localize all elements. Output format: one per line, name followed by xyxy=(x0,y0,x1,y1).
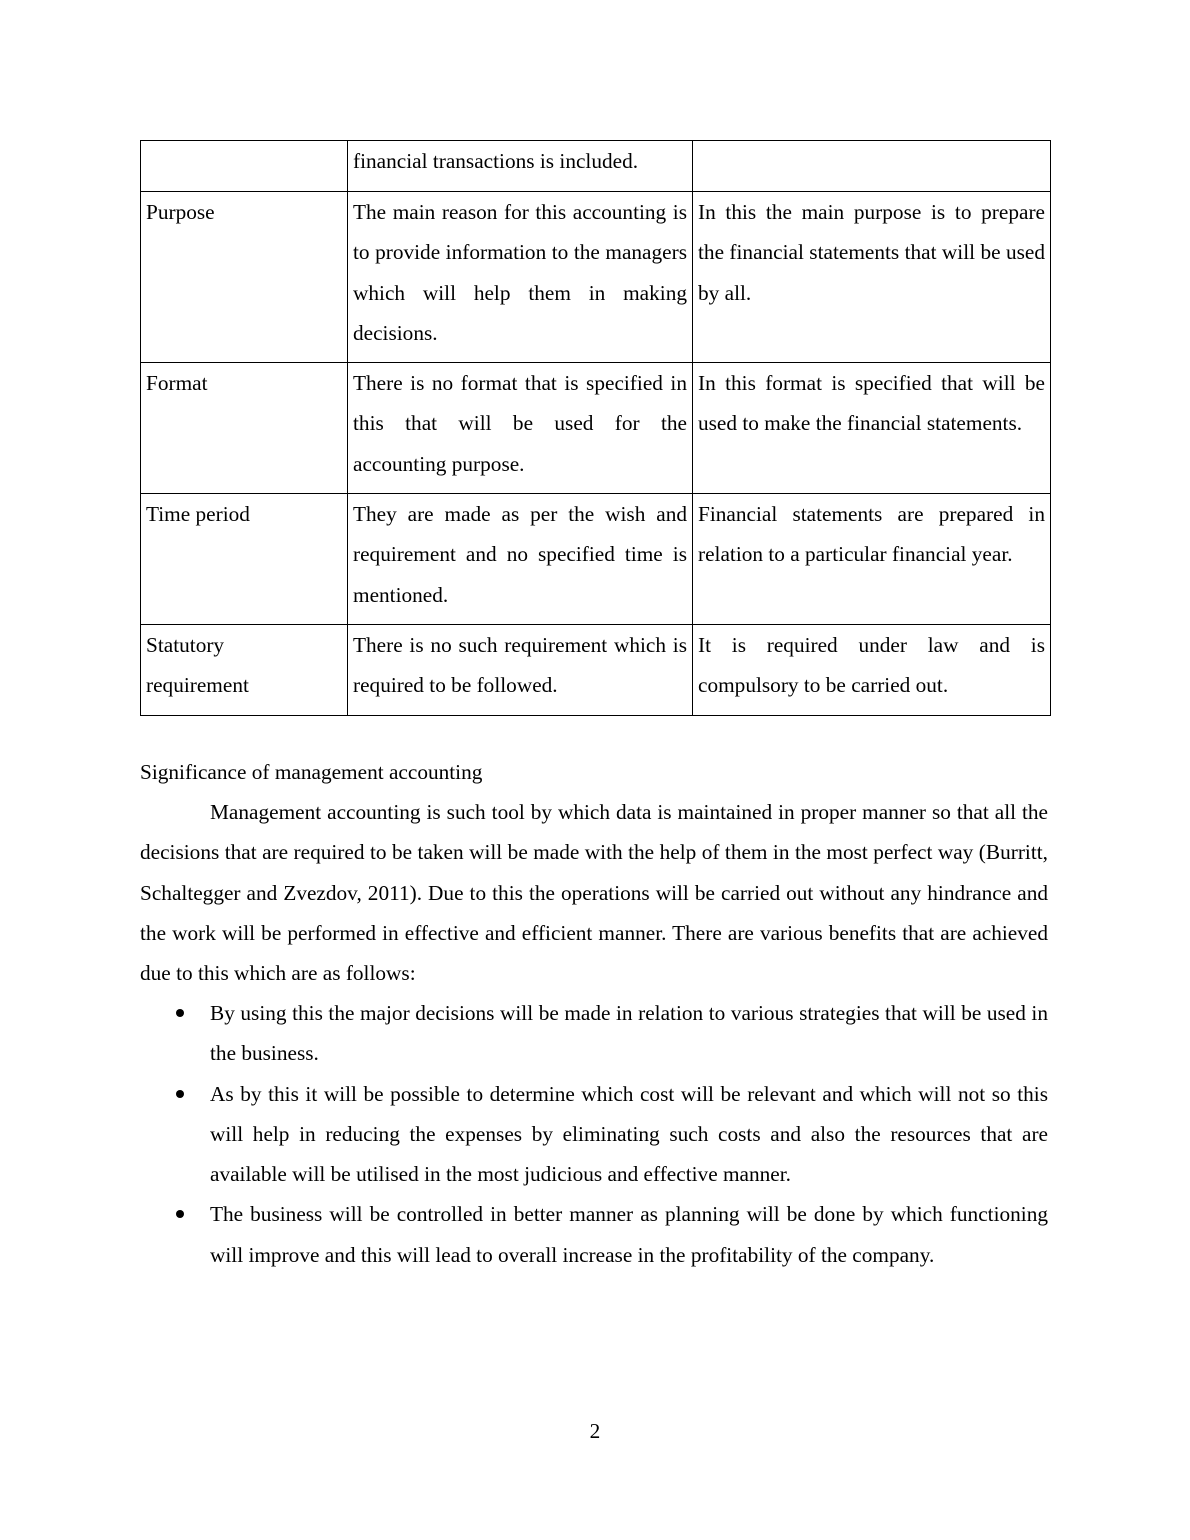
body-paragraph: Management accounting is such tool by which data is maintained in proper manner so that all the decisions that are required to be taken will be made with the help of them in the most perfect way (Burritt, Schaltegger and Zvezdov, 2011). Due to this the operations will be carried out without any hindrance and the work will be performed in effective and efficient manner. There are various benefits that are achieved due to this which are as follows: xyxy=(140,800,1048,986)
table-row xyxy=(141,624,1051,715)
table-cell-management: They are made as per the wish and requirement and no specified time is mentioned. xyxy=(348,494,693,625)
list-item xyxy=(140,1074,1048,1195)
comparison-table xyxy=(140,140,1051,716)
table-row xyxy=(141,141,1051,192)
table-cell-label xyxy=(141,141,348,192)
table-cell-management: There is no format that is specified in this that will be used for the accounting purpose. xyxy=(348,363,693,494)
table-cell-management: There is no such requirement which is required to be followed. xyxy=(348,624,693,715)
table-cell-financial: Financial statements are prepared in relation to a particular financial year. xyxy=(693,494,1051,625)
table-cell-management: The main reason for this accounting is to provide information to the managers which will help them in making decisions. xyxy=(348,192,693,363)
table-row xyxy=(141,494,1051,625)
table-cell-financial: In this format is specified that will be used to make the financial statements. xyxy=(693,363,1051,494)
benefits-list xyxy=(140,993,1048,1275)
table-cell-label-line: Statutory xyxy=(146,632,225,657)
table-cell-label: Purpose xyxy=(141,192,348,363)
list-item xyxy=(140,993,1048,1074)
table-cell-financial: In this the main purpose is to prepare the financial statements that will be used by all. xyxy=(693,192,1051,363)
table-cell-label-line: requirement xyxy=(146,673,249,698)
list-item xyxy=(140,1194,1048,1275)
list-item-text: As by this it will be possible to determine which cost will be relevant and which will not so this will help in reducing the expenses by eliminating such costs and also the resources that are available will be utilised in the most judicious and effective manner. xyxy=(210,1081,1048,1187)
table-cell-financial: It is required under law and is compulsory to be carried out. xyxy=(693,624,1051,715)
bullet-icon xyxy=(176,1009,184,1017)
list-item-text: The business will be controlled in better manner as planning will be done by which functioning will improve and this will lead to overall increase in the profitability of the company. xyxy=(210,1202,1048,1267)
bullet-icon xyxy=(176,1210,184,1218)
page-number: 2 xyxy=(589,1419,601,1443)
table-cell-label: Time period xyxy=(141,494,348,625)
table-cell-label: Format xyxy=(141,363,348,494)
table-cell-label xyxy=(141,624,348,715)
table-row xyxy=(141,363,1051,494)
table-row xyxy=(141,192,1051,363)
table-cell-management: financial transactions is included. xyxy=(348,141,693,192)
bullet-icon xyxy=(176,1090,184,1098)
table-cell-financial xyxy=(693,141,1051,192)
section-heading: Significance of management accounting xyxy=(140,760,483,784)
list-item-text: By using this the major decisions will be made in relation to various strategies that will be used in the business. xyxy=(210,1001,1048,1066)
